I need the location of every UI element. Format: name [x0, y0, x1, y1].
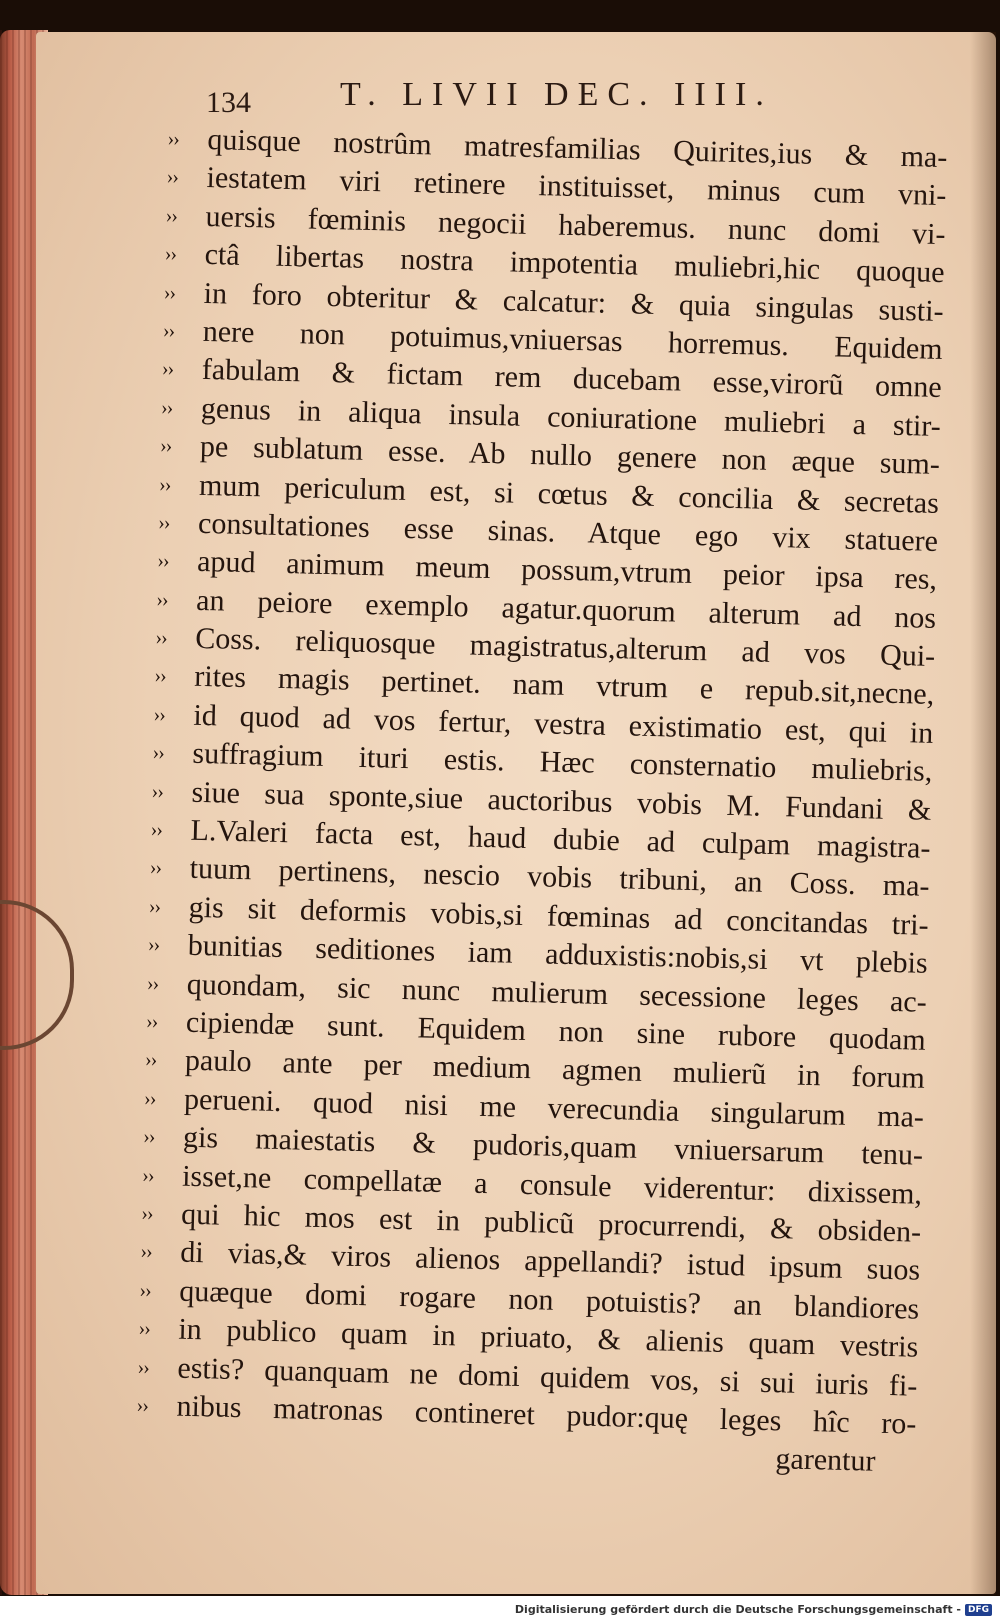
line-text: genus in aliqua insula coniuratione muliebri a stir-	[200, 391, 942, 443]
quotation-marker: ››	[167, 127, 180, 151]
quotation-marker: ››	[150, 818, 163, 842]
line-text: isset,ne compellatæ a consule viderentur: dixissem,	[181, 1159, 923, 1211]
quotation-marker: ››	[149, 857, 162, 880]
quotation-marker: ››	[148, 895, 161, 918]
digitization-credit	[515, 1603, 992, 1616]
page-header	[188, 70, 888, 120]
quotation-marker: ››	[165, 204, 178, 228]
quotation-marker: ››	[163, 281, 176, 304]
quotation-marker: ››	[137, 1356, 150, 1379]
line-text: quæque domi rogare non potuistis? an blandiores	[178, 1274, 920, 1326]
quotation-marker: ››	[155, 626, 167, 650]
line-text: cipiendæ sunt. Equidem non sine rubore quodam	[185, 1005, 927, 1057]
line-text: tuum pertinens, nescio vobis tribuni, an Coss. ma-	[189, 852, 930, 904]
quotation-marker: ››	[156, 550, 169, 573]
footer-bar	[0, 1596, 1000, 1620]
quotation-marker: ››	[138, 1317, 151, 1341]
quotation-marker: ››	[156, 588, 168, 611]
line-text: gis maiestatis & pudoris,quam vniuersarum tenu-	[182, 1120, 924, 1172]
line-text: di vias,& viros alienos appellandi? istud ipsum suos	[179, 1235, 921, 1288]
line-text: quisque nostrûm matresfamilias Quirites,ius & ma-	[207, 122, 948, 175]
quotation-marker: ››	[141, 1202, 153, 1225]
line-text: suffragium ituri estis. Hæc consternatio muliebris,	[192, 737, 933, 789]
line-text: gis sit deformis vobis,si fœminas ad concitandas tri-	[188, 890, 929, 942]
line-text: quondam, sic nunc mulierum secessione leges ac-	[186, 967, 928, 1019]
quotation-marker: ››	[140, 1240, 152, 1264]
line-text: id quod ad vos fertur, vestra existimatio est, qui in	[193, 698, 934, 750]
credit-text: Digitalisierung gefördert durch die Deutsche Forschungsgemeinschaft -	[514, 1603, 961, 1616]
quotation-marker: ››	[143, 1087, 156, 1110]
quotation-marker: ››	[136, 1394, 149, 1417]
quotation-marker: ››	[162, 319, 175, 343]
quotation-marker: ››	[158, 473, 171, 496]
line-text: bunitias seditiones iam adduxistis:nobis,si vt plebis	[187, 928, 929, 981]
line-text: perueni. quod nisi me verecundia singularum ma-	[183, 1082, 925, 1134]
line-text: siue sua sponte,siue auctoribus vobis M. Fundani &	[191, 775, 932, 827]
line-text: qui hic mos est in publicũ procurrendi, & obsiden-	[180, 1197, 922, 1249]
quotation-marker: ››	[151, 780, 164, 803]
line-text: rites magis pertinet. nam vtrum e repub.sit,necne,	[194, 660, 935, 712]
line-text: ctâ libertas nostra impotentia muliebri,hic quoque	[204, 238, 945, 290]
quotation-marker: ››	[146, 972, 159, 995]
quotation-marker: ››	[164, 243, 177, 266]
quotation-marker: ››	[152, 742, 165, 765]
line-text: in foro obteritur & calcatur: & quia singulas susti-	[203, 276, 944, 328]
quotation-marker: ››	[141, 1164, 154, 1187]
line-text: in publico quam in priuato, & alienis quam vestris	[178, 1312, 919, 1364]
line-text: nibus matronas contineret pudor:quę leges hîc ro-	[176, 1389, 917, 1441]
quotation-marker: ››	[157, 511, 170, 535]
quotation-marker: ››	[153, 703, 166, 726]
line-text: iestatem viri retinere instituisset, minus cum vni-	[206, 161, 947, 213]
quotation-marker: ››	[160, 396, 173, 419]
quotation-marker: ››	[144, 1049, 157, 1072]
quotation-marker: ››	[147, 933, 160, 957]
quotation-marker: ››	[166, 166, 179, 189]
line-text: Coss. reliquosque magistratus,alterum ad vos Qui-	[194, 621, 936, 673]
quotation-marker: ››	[139, 1279, 151, 1302]
running-head: T. LIVII DEC. IIII.	[340, 76, 773, 113]
gutter-shadow	[970, 32, 996, 1594]
catchword: garentur	[775, 1442, 876, 1478]
quotation-marker: ››	[145, 1010, 158, 1033]
page-number: 134	[206, 86, 251, 119]
quotation-marker: ››	[142, 1125, 155, 1149]
line-text: paulo ante per medium agmen mulierũ in forum	[184, 1044, 926, 1096]
line-text: consultationes esse sinas. Atque ego vix statuere	[197, 506, 939, 558]
line-text: fabulam & fictam rem ducebam esse,virorũ omne	[201, 353, 943, 405]
line-text: nere non potuimus,vniuersas horremus. Equidem	[202, 314, 944, 366]
quotation-marker: ››	[154, 665, 166, 688]
line-text: estis? quanquam ne domi quidem vos, si sui iuris fi-	[177, 1351, 918, 1403]
line-text: apud animum meum possum,vtrum peior ipsa res,	[196, 545, 938, 597]
quotation-marker: ››	[161, 358, 174, 381]
line-text: mum periculum est, si cœtus & concilia & secretas	[198, 468, 940, 520]
line-text: L.Valeri facta est, haud dubie ad culpam magistra-	[190, 813, 931, 865]
line-text: pe sublatum esse. Ab nullo genere non æque sum-	[199, 430, 941, 482]
body-text	[135, 120, 948, 1482]
line-text: uersis fœminis negocii haberemus. nunc domi vi-	[205, 199, 946, 251]
quotation-marker: ››	[159, 435, 172, 458]
line-text: an peiore exemplo agatur.quorum alterum ad nos	[195, 583, 937, 635]
dfg-logo-icon: DFG	[965, 1604, 992, 1616]
